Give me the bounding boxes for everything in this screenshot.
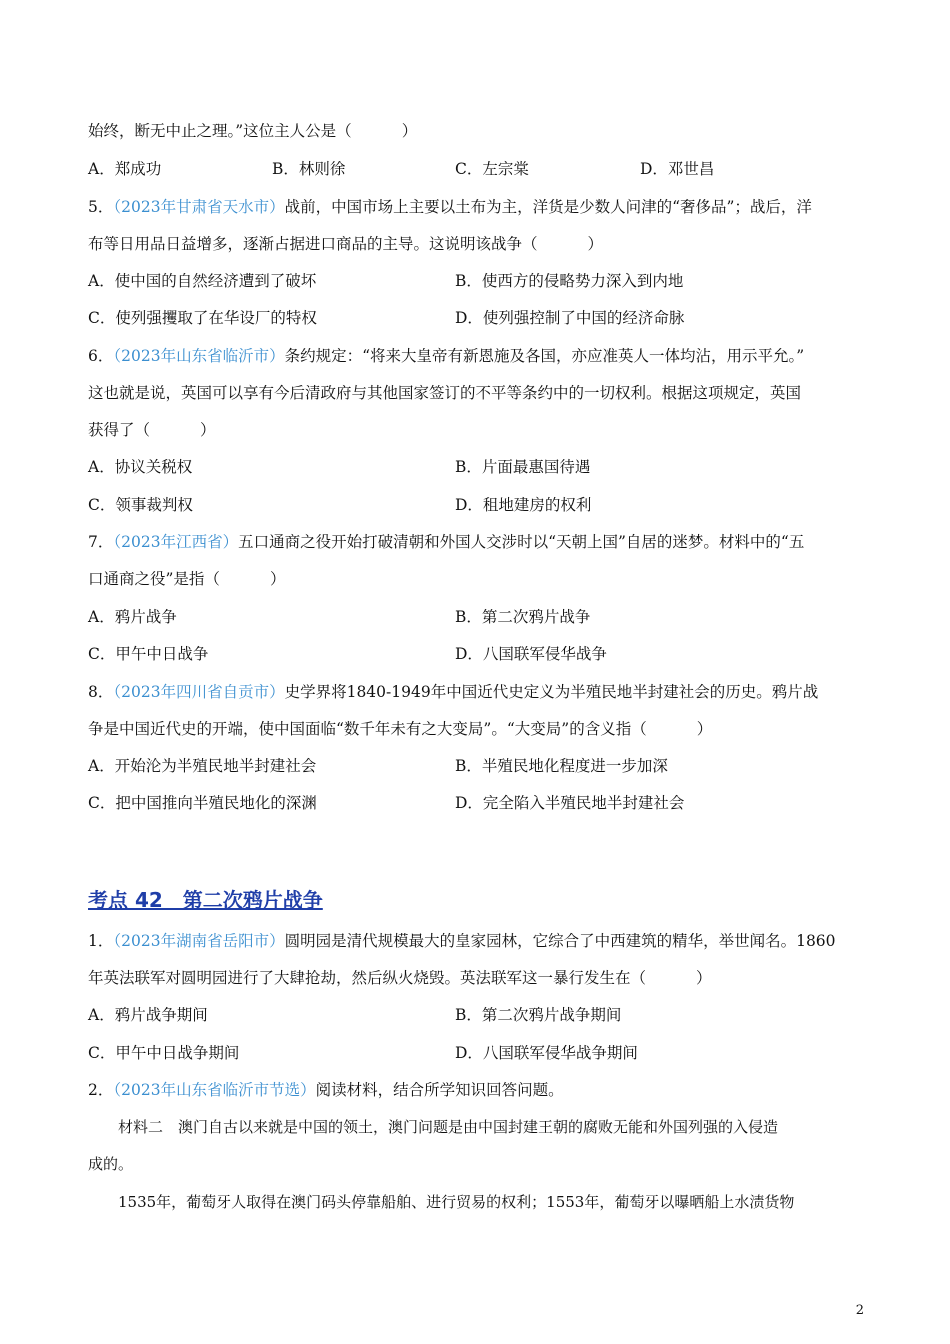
q4-option-d: D．邓世昌 bbox=[640, 160, 715, 178]
s1-line2: 年英法联军对圆明园进行了大肆抢劫，然后纵火烧毁。英法联军这一暴行发生在（ ） bbox=[88, 969, 712, 987]
section-heading: 考点 42 第二次鸦片战争 bbox=[88, 888, 323, 912]
q4-option-c: C．左宗棠 bbox=[455, 160, 529, 178]
s2-material-line1: 材料二 澳门自古以来就是中国的领土，澳门问题是由中国封建王朝的腐败无能和外国列强的入侵造 bbox=[88, 1118, 779, 1136]
q4-option-b: B．林则徐 bbox=[272, 160, 346, 178]
s1-source: （2023年湖南省岳阳市） bbox=[113, 932, 285, 950]
q8-line1: 8．（2023年四川省自贡市）史学界将1840-1949年中国近代史定义为半殖民地半封建社会的历史。鸦片战 bbox=[88, 683, 819, 701]
q8-line2: 争是中国近代史的开端，使中国面临“数千年未有之大变局”。“大变局”的含义指（ ） bbox=[88, 720, 713, 738]
q5-option-c: C．使列强攫取了在华设厂的特权 bbox=[88, 309, 317, 327]
page-number: 2 bbox=[855, 1303, 864, 1318]
s1-option-d: D．八国联军侵华战争期间 bbox=[455, 1044, 638, 1062]
q5-line1: 5．（2023年甘肃省天水市）战前，中国市场上主要以土布为主，洋货是少数人问津的“奢侈品”；战后，洋 bbox=[88, 198, 812, 216]
s1-line1: 1．（2023年湖南省岳阳市）圆明园是清代规模最大的皇家园林，它综合了中西建筑的精华，举世闻名。1860 bbox=[88, 932, 836, 950]
q8-option-d: D．完全陷入半殖民地半封建社会 bbox=[455, 794, 685, 812]
q7-line1: 7．（2023年江西省）五口通商之役开始打破清朝和外国人交涉时以“天朝上国”自居的迷梦。材料中的“五 bbox=[88, 533, 805, 551]
q6-option-a: A．协议关税权 bbox=[88, 458, 193, 476]
q5-source: （2023年甘肃省天水市） bbox=[113, 198, 285, 216]
q5-option-b: B．使西方的侵略势力深入到内地 bbox=[455, 272, 684, 290]
q6-line2: 这也就是说，英国可以享有今后清政府与其他国家签订的不平等条约中的一切权利。根据这项规定，英国 bbox=[88, 384, 802, 402]
q7-option-d: D．八国联军侵华战争 bbox=[455, 645, 607, 663]
q8-option-c: C．把中国推向半殖民地化的深渊 bbox=[88, 794, 317, 812]
s2-source: （2023年山东省临沂市节选） bbox=[113, 1081, 316, 1099]
q6-source: （2023年山东省临沂市） bbox=[113, 347, 285, 365]
q6-line1: 6．（2023年山东省临沂市）条约规定：“将来大皇帝有新恩施及各国，亦应准英人一体均沾，用示平允。” bbox=[88, 347, 805, 365]
q8-option-a: A．开始沦为半殖民地半封建社会 bbox=[88, 757, 317, 775]
q6-line3: 获得了（ ） bbox=[88, 421, 216, 439]
s1-option-b: B．第二次鸦片战争期间 bbox=[455, 1006, 622, 1024]
q7-source: （2023年江西省） bbox=[113, 533, 239, 551]
q8-option-b: B．半殖民地化程度进一步加深 bbox=[455, 757, 668, 775]
q6-option-b: B．片面最惠国待遇 bbox=[455, 458, 591, 476]
q6-option-d: D．租地建房的权利 bbox=[455, 496, 592, 514]
q7-option-b: B．第二次鸦片战争 bbox=[455, 608, 591, 626]
q6-option-c: C．领事裁判权 bbox=[88, 496, 193, 514]
s2-line1: 2．（2023年山东省临沂市节选）阅读材料，结合所学知识回答问题。 bbox=[88, 1081, 564, 1099]
q7-option-c: C．甲午中日战争 bbox=[88, 645, 209, 663]
s2-material-line3: 1535年，葡萄牙人取得在澳门码头停靠船舶、进行贸易的权利；1553年，葡萄牙以曝晒船上水渍货物 bbox=[88, 1193, 795, 1211]
q7-option-a: A．鸦片战争 bbox=[88, 608, 177, 626]
s1-option-c: C．甲午中日战争期间 bbox=[88, 1044, 240, 1062]
q7-line2: 口通商之役”是指（ ） bbox=[88, 570, 286, 588]
q4-option-a: A．郑成功 bbox=[88, 160, 162, 178]
s1-option-a: A．鸦片战争期间 bbox=[88, 1006, 208, 1024]
q5-option-a: A．使中国的自然经济遭到了破坏 bbox=[88, 272, 317, 290]
q4-text: 始终，断无中止之理。”这位主人公是（ ） bbox=[88, 122, 418, 140]
q5-option-d: D．使列强控制了中国的经济命脉 bbox=[455, 309, 685, 327]
s2-material-line2: 成的。 bbox=[88, 1155, 134, 1173]
q5-line2: 布等日用品日益增多，逐渐占据进口商品的主导。这说明该战争（ ） bbox=[88, 235, 604, 253]
q8-source: （2023年四川省自贡市） bbox=[113, 683, 285, 701]
